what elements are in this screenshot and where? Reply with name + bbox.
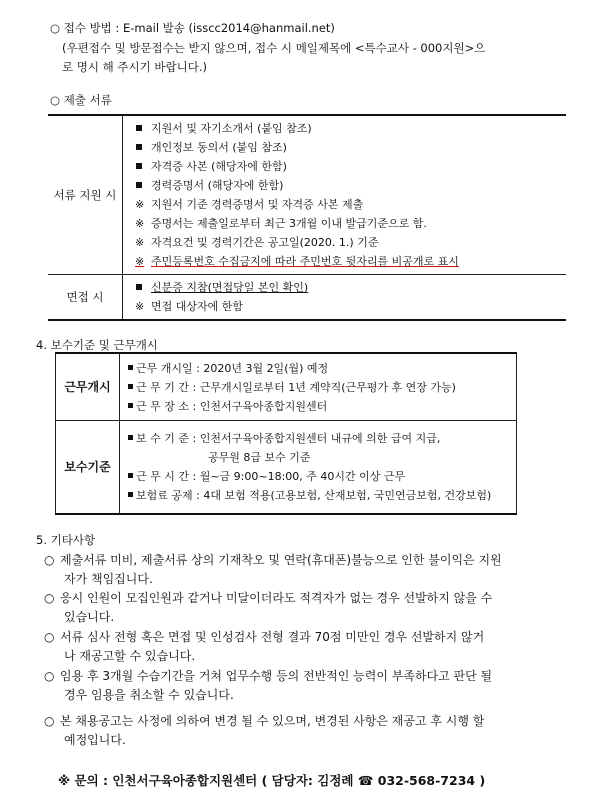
square-bullet-icon [136, 144, 142, 150]
reference-mark-icon: ※ [135, 217, 145, 230]
documents-heading: ○ 제출 서류 [50, 93, 112, 107]
square-bullet-icon [128, 384, 133, 389]
insurance-deduction: 보험료 공제 : 4대 보험 적용(고용보험, 산재보험, 국민연금보험, 건강보험) [128, 486, 510, 505]
reference-mark-icon: ※ [135, 198, 145, 211]
circle-bullet-icon: ○ [44, 553, 55, 567]
circle-bullet-icon: ○ [44, 630, 55, 644]
pay-standard: 보 수 기 준 : 인천서구육아종합지원센터 내규에 의한 급여 지급, [128, 429, 510, 448]
square-bullet-icon [128, 435, 133, 440]
square-bullet-icon [128, 403, 133, 408]
square-bullet-icon [136, 284, 142, 290]
docs-row-content-interview [123, 275, 567, 321]
circle-bullet-icon: ○ [44, 591, 55, 605]
note-item: ※ 주민등록번호 수집금지에 따라 주민번호 뒷자리를 비공개로 표시 [135, 252, 560, 271]
submission-note-line2: 로 명시 해 주시기 바랍니다.) [62, 60, 207, 74]
note-item: ※ 자격요건 및 경력기간은 공고일(2020. 1.) 기준 [135, 233, 560, 252]
pay-work-table [55, 352, 517, 515]
square-bullet-icon [128, 473, 133, 478]
list-item: ○ 제출서류 미비, 제출서류 상의 기재착오 및 연락(휴대폰)불능으로 인한 불이익은 지원 자가 책임집니다. [44, 553, 502, 586]
pay-standard-label: 보수기준 [56, 421, 120, 515]
list-item: ○ 임용 후 3개월 수습기간을 거쳐 업무수행 등의 전반적인 능력이 부족하다고 판단 될 경우 임용을 취소할 수 있습니다. [44, 669, 493, 702]
pay-standard-cont: 공무원 8급 보수 기준 [208, 451, 311, 464]
list-item: ○ 서류 심사 전형 혹은 면접 및 인성검사 전형 결과 70점 미만인 경우 선발하지 않거 나 재공고할 수 있습니다. [44, 630, 485, 663]
section4-heading: 4. 보수기준 및 근무개시 [36, 338, 158, 352]
list-item: 신분증 지참(면접당일 본인 확인) [135, 278, 560, 297]
square-bullet-icon [128, 365, 133, 370]
circle-bullet-icon: ○ [44, 669, 55, 683]
list-item: 지원서 및 자기소개서 (붙임 참조) [135, 119, 560, 138]
work-hours: 근 무 시 간 : 월~금 9:00~18:00, 주 40시간 이상 근무 [128, 467, 510, 486]
list-item: 경력증명서 (해당자에 한함) [135, 176, 560, 195]
list-item: 자격증 사본 (해당자에 한함) [135, 157, 560, 176]
square-bullet-icon [136, 182, 142, 188]
circle-bullet-icon: ○ [44, 714, 55, 728]
list-item: 개인정보 동의서 (붙임 참조) [135, 138, 560, 157]
section5-heading: 5. 기타사항 [36, 533, 96, 547]
list-item: ○ 본 채용공고는 사정에 의하여 변경 될 수 있으며, 변경된 사항은 재공고 후 시행 할 예정입니다. [44, 714, 485, 747]
submission-note-line1: (우편접수 및 방문접수는 받지 않으며, 접수 시 메일제목에 <특수교사 - 000지원>으 [62, 41, 486, 55]
reference-mark-icon: ※ [135, 300, 145, 313]
reference-mark-icon: ※ [135, 236, 145, 249]
work-start-content [120, 353, 517, 421]
square-bullet-icon [128, 492, 133, 497]
note-item: ※ 증명서는 제출일로부터 최근 3개월 이내 발급기준으로 함. [135, 214, 560, 233]
square-bullet-icon [136, 125, 142, 131]
note-item: ※ 지원서 기준 경력증명서 및 자격증 사본 제출 [135, 195, 560, 214]
note-item: ※ 면접 대상자에 한함 [135, 297, 560, 316]
list-item: ○ 응시 인원이 모집인원과 같거나 미달이더라도 적격자가 없는 경우 선발하지 않을 수 있습니다. [44, 591, 493, 624]
documents-table [48, 114, 566, 321]
square-bullet-icon [136, 163, 142, 169]
work-start-label: 근무개시 [56, 353, 120, 421]
pay-standard-content [120, 421, 517, 515]
docs-row-label-interview: 면접 시 [48, 275, 123, 321]
contact-info: ※ 문의 : 인천서구육아종합지원센터 ( 담당자: 김정례 ☎ 032-568-7234 ) [58, 773, 486, 788]
work-start-date: 근무 개시일 : 2020년 3월 2일(월) 예정 [128, 359, 510, 378]
reference-mark-icon: ※ [135, 255, 145, 268]
docs-row-label-application: 서류 지원 시 [48, 115, 123, 275]
work-location: 근 무 장 소 : 인천서구육아종합지원센터 [128, 397, 510, 416]
docs-row-content-application [123, 115, 567, 275]
submission-method: ○ 접수 방법 : E-mail 발송 (isscc2014@hanmail.net) [50, 21, 335, 35]
work-period: 근 무 기 간 : 근무개시일로부터 1년 계약직(근무평가 후 연장 가능) [128, 378, 510, 397]
